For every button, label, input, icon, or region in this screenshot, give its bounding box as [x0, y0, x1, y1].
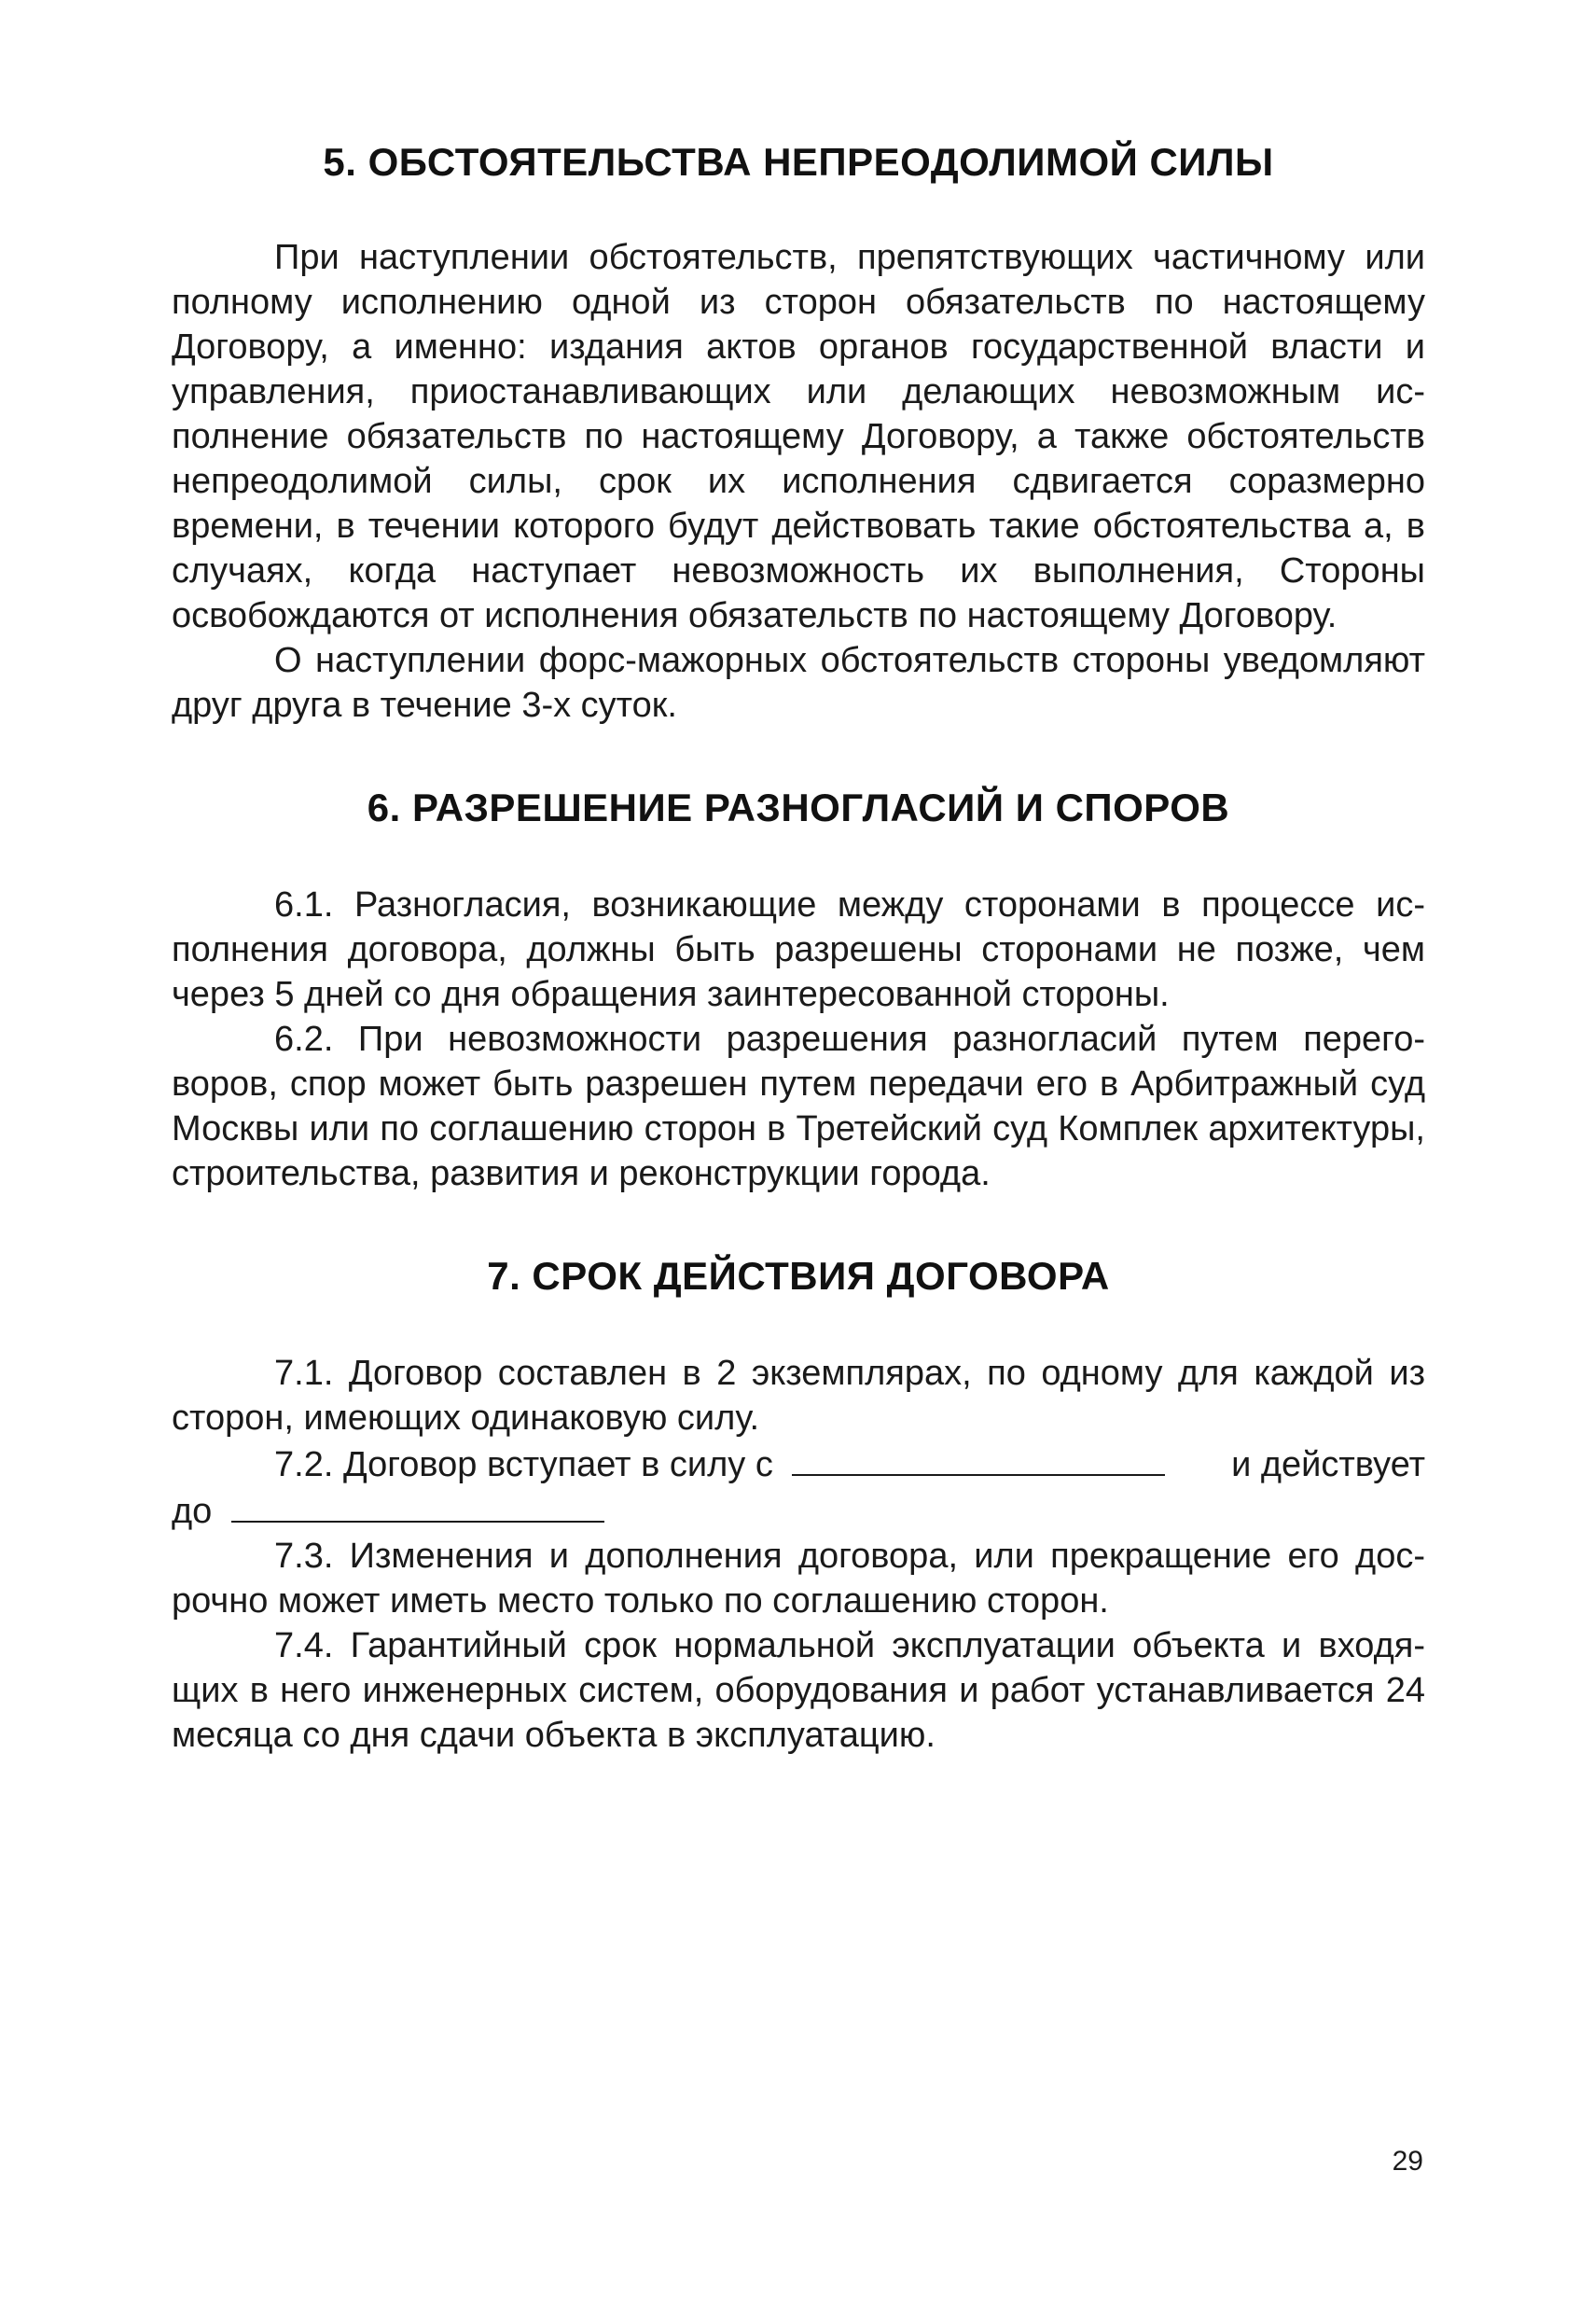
clause-7-2 — [172, 1440, 1425, 1534]
section-5-title: 5. ОБСТОЯТЕЛЬСТВА НЕПРЕОДОЛИМОЙ СИЛЫ — [323, 140, 1274, 184]
start-date-blank — [792, 1440, 1165, 1476]
section-6-title: 6. РАЗРЕШЕНИЕ РАЗНОГЛАСИЙ И СПОРОВ — [367, 786, 1230, 829]
clause-7-1: 7.1. Договор составлен в 2 экземплярах, по одному для каждой из сторон, имеющих одинаковую силу. — [172, 1354, 1425, 1438]
section-5-paragraph-1: При наступлении обстоятельств, препятствующих частичному или полному исполнению одной из сторон обязательств по настоящему Договору, а именно: издания актов органов государственной власти и управления, приостанавливающих или делающих невозможным исполнение обязательств по настоящему Договору, а также обстоятельств непреодолимой силы, срок их исполнения сдвигается соразмерно времени, в течении которого будут действовать такие обстоятельства а, в случаях, когда наступает невозможность их выполнения, Стороны освобождаются от исполнения обязательств по настоящему Договору. — [172, 238, 1425, 635]
clause-7-2-middle: и действует — [1231, 1445, 1425, 1484]
end-date-blank — [231, 1487, 604, 1523]
clause-7-2-until: до — [172, 1492, 213, 1531]
section-7-title: 7. СРОК ДЕЙСТВИЯ ДОГОВОРА — [487, 1254, 1110, 1298]
clause-7-3: 7.3. Изменения и дополнения договора, или прекращение его досрочно может иметь место только по соглашению сторон. — [172, 1537, 1425, 1621]
clause-6-1: 6.1. Разногласия, возникающие между сторонами в процессе исполнения договора, должны быть разрешены сторонами не позже, чем через 5 дней со дня обращения заинтересованной стороны. — [172, 885, 1425, 1014]
clause-7-4: 7.4. Гарантийный срок нормальной эксплуатации объекта и входящих в него инженерных систем, оборудования и работ устанавливается 24 месяца со дня сдачи объекта в эксплуатацию. — [172, 1626, 1425, 1755]
clause-6-2: 6.2. При невозможности разрешения разногласий путем переговоров, спор может быть разрешен путем передачи его в Арбитражный суд Москвы или по соглашению сторон в Третейский суд Комплек архитектуры, строительства, развития и реконструкции города. — [172, 1020, 1425, 1193]
clause-7-2-prefix: 7.2. Договор вступает в силу с — [274, 1445, 773, 1484]
page-number: 29 — [1392, 2146, 1423, 2177]
document-content — [172, 140, 1425, 1758]
section-5-paragraph-2: О наступлении форс-мажорных обстоятельств стороны уведомляют друг друга в течение 3-х суток. — [172, 641, 1425, 725]
